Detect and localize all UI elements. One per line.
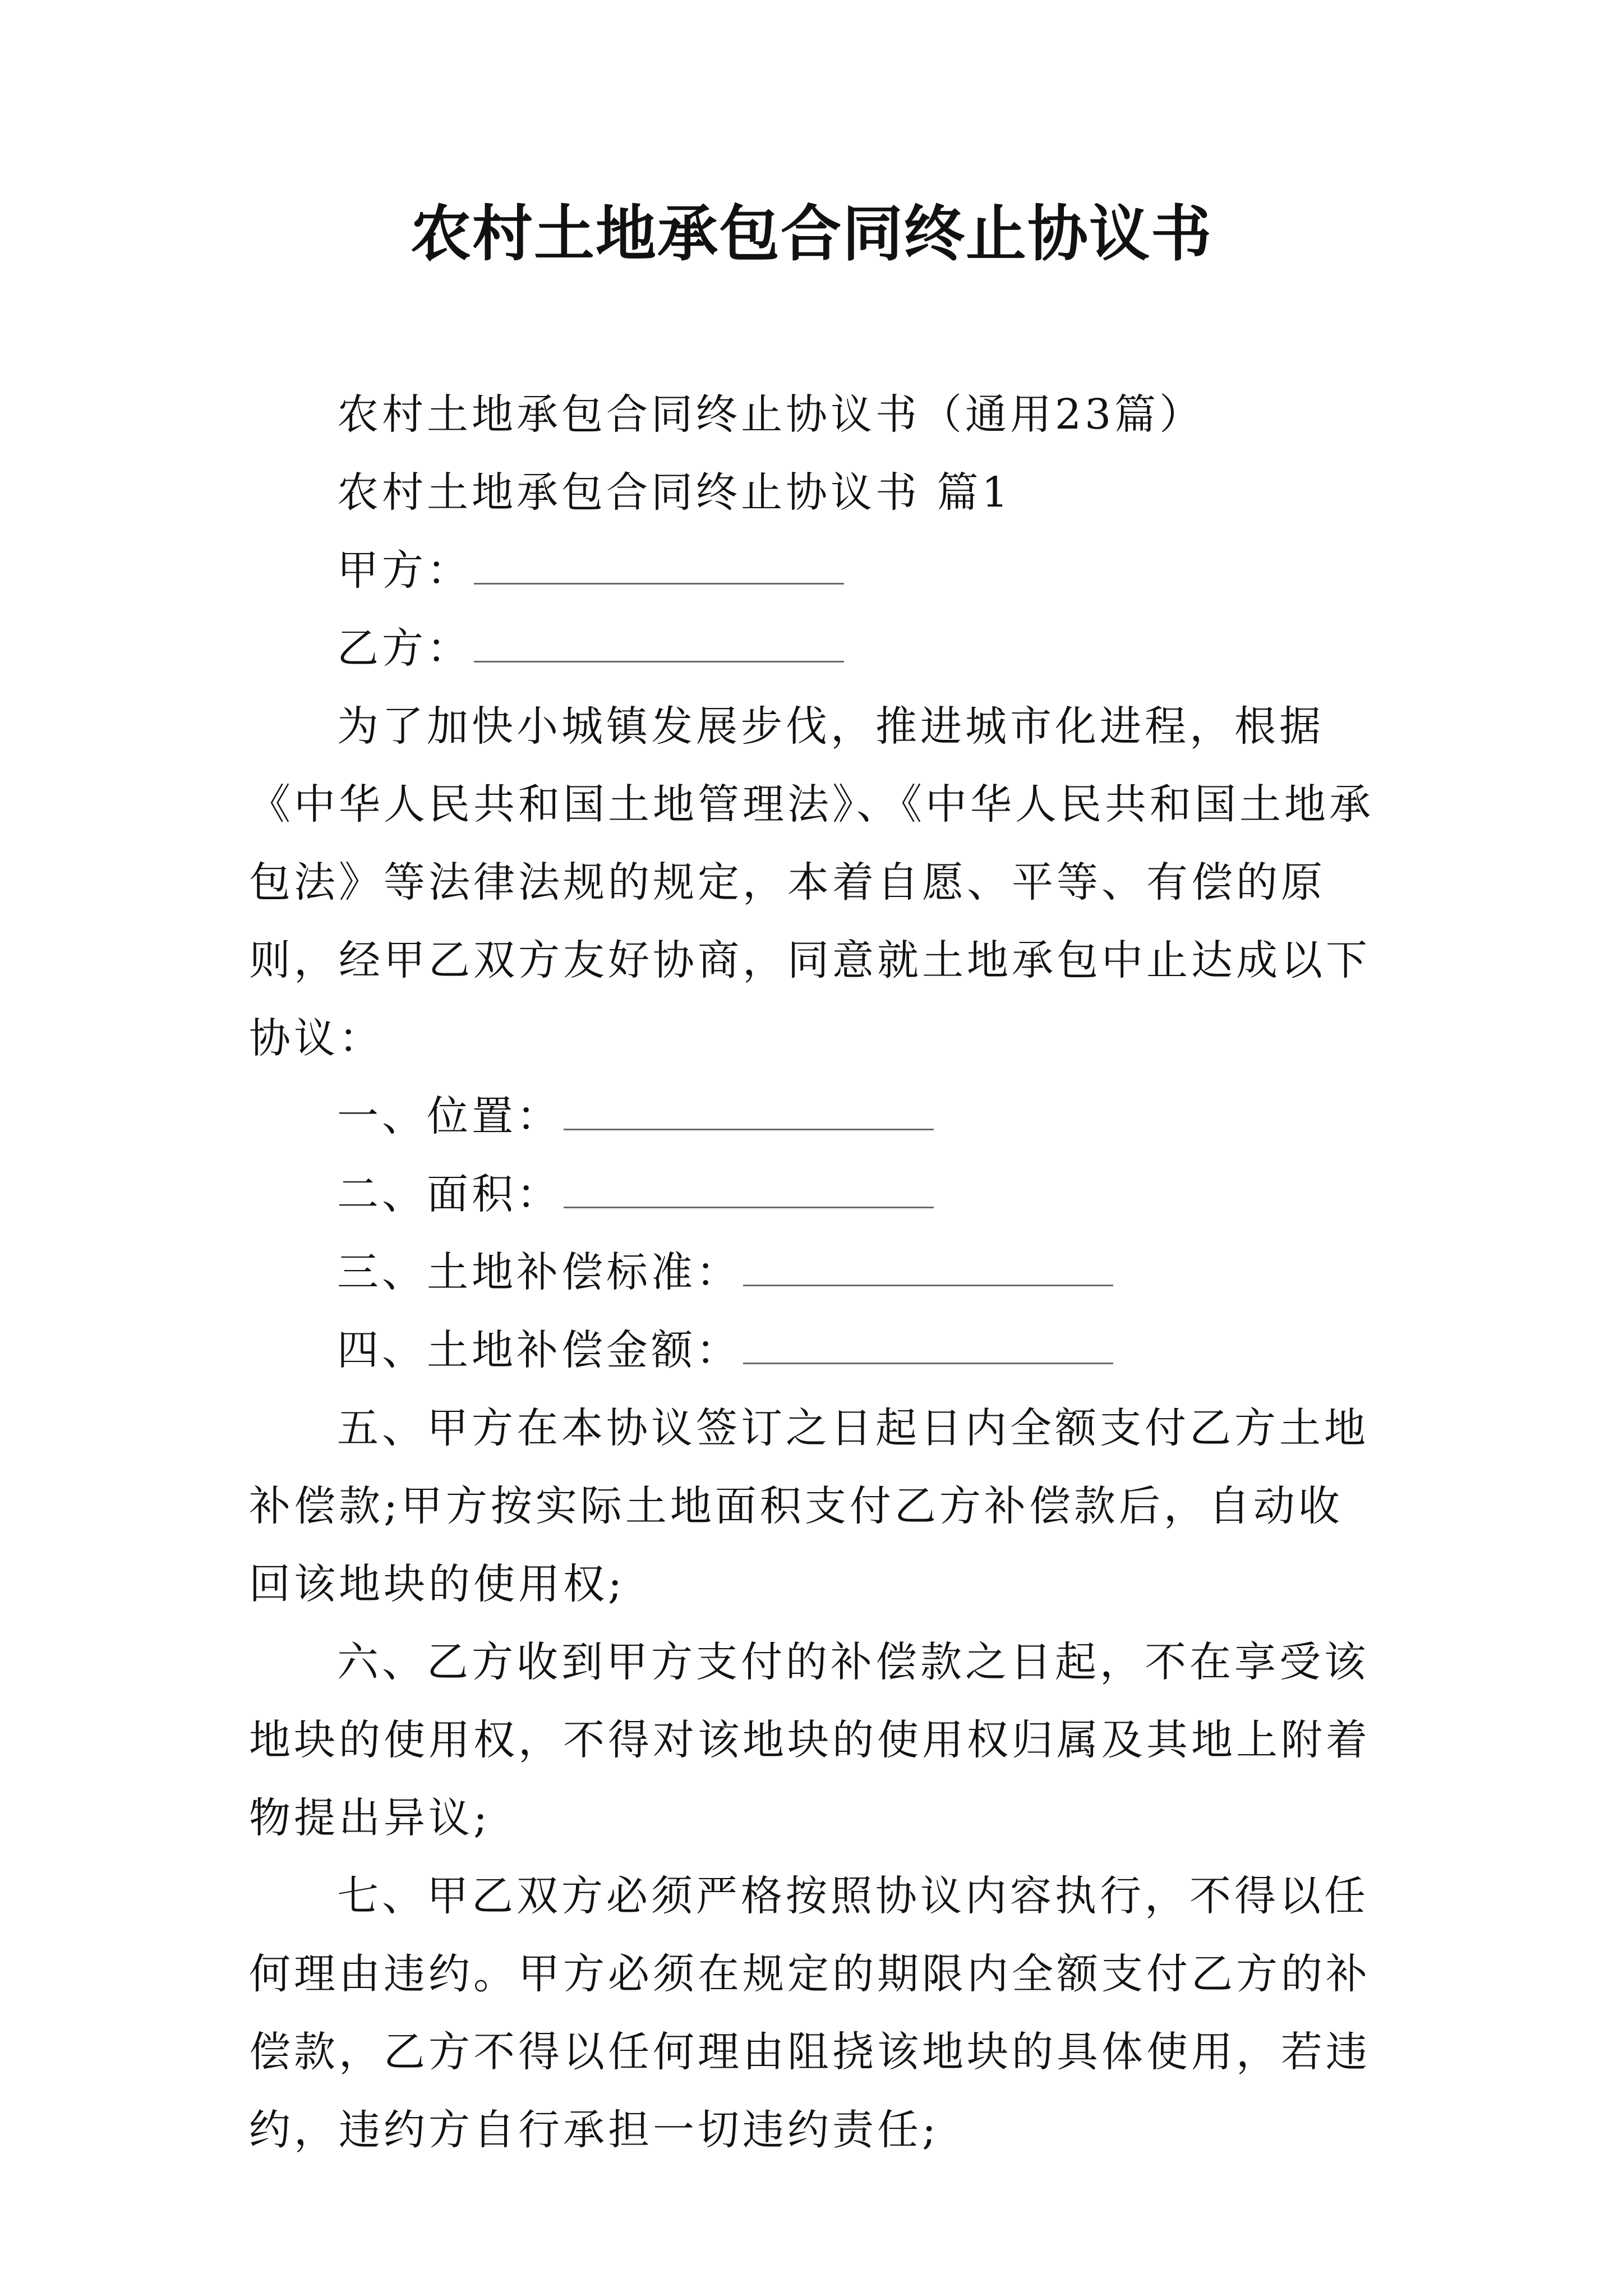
clause-location-row — [249, 1078, 1379, 1156]
clause-standard-label: 三、土地补偿标准： — [337, 1248, 741, 1296]
document-subtitle: 农村土地承包合同终止协议书（通用23篇） — [337, 390, 1205, 439]
party-b-label: 乙方： — [337, 624, 472, 673]
amount-blank-line — [743, 1331, 1113, 1364]
party-a-label: 甲方： — [337, 546, 472, 595]
clause-amount-row — [249, 1312, 1379, 1389]
document-title: 农村土地承包合同终止协议书 — [410, 199, 1212, 269]
party-b-row — [249, 610, 1379, 688]
clause-rights-paragraph: 六、乙方收到甲方支付的补偿款之日起，不在享受该地块的使用权，不得对该地块的使用权归属及其地上附着物提出异议; — [249, 1638, 1371, 1842]
location-blank-line — [564, 1097, 934, 1130]
clause-area-row — [249, 1156, 1379, 1234]
intro-paragraph: 为了加快小城镇发展步伐，推进城市化进程，根据《中华人民共和国土地管理法》、《中华人民共和国土地承包法》等法律法规的规定，本着自愿、平等、有偿的原则，经甲乙双方友好协商，同意就土地承包中止达成以下协议： — [249, 702, 1374, 1062]
clause-area-label: 二、面积： — [337, 1170, 561, 1218]
party-b-blank-line — [474, 629, 844, 662]
section-heading: 农村土地承包合同终止协议书 篇1 — [337, 468, 1012, 517]
clause-location-label: 一、位置： — [337, 1092, 561, 1140]
clause-standard-row — [249, 1234, 1379, 1312]
clause-amount-label: 四、土地补偿金额： — [337, 1326, 741, 1374]
party-a-blank-line — [474, 551, 844, 585]
party-a-row — [249, 532, 1379, 610]
document-body — [249, 376, 1379, 2169]
area-blank-line — [564, 1175, 934, 1208]
clause-payment-paragraph: 五、甲方在本协议签订之日起日内全额支付乙方土地补偿款;甲方按实际土地面积支付乙方补偿款后，自动收回该地块的使用权; — [249, 1404, 1369, 1608]
standard-blank-line — [743, 1253, 1113, 1286]
clause-breach-paragraph: 七、甲乙双方必须严格按照协议内容执行，不得以任何理由违约。甲方必须在规定的期限内全额支付乙方的补偿款，乙方不得以任何理由阻挠该地块的具体使用，若违约，违约方自行承担一切违约责任; — [249, 1872, 1371, 2154]
